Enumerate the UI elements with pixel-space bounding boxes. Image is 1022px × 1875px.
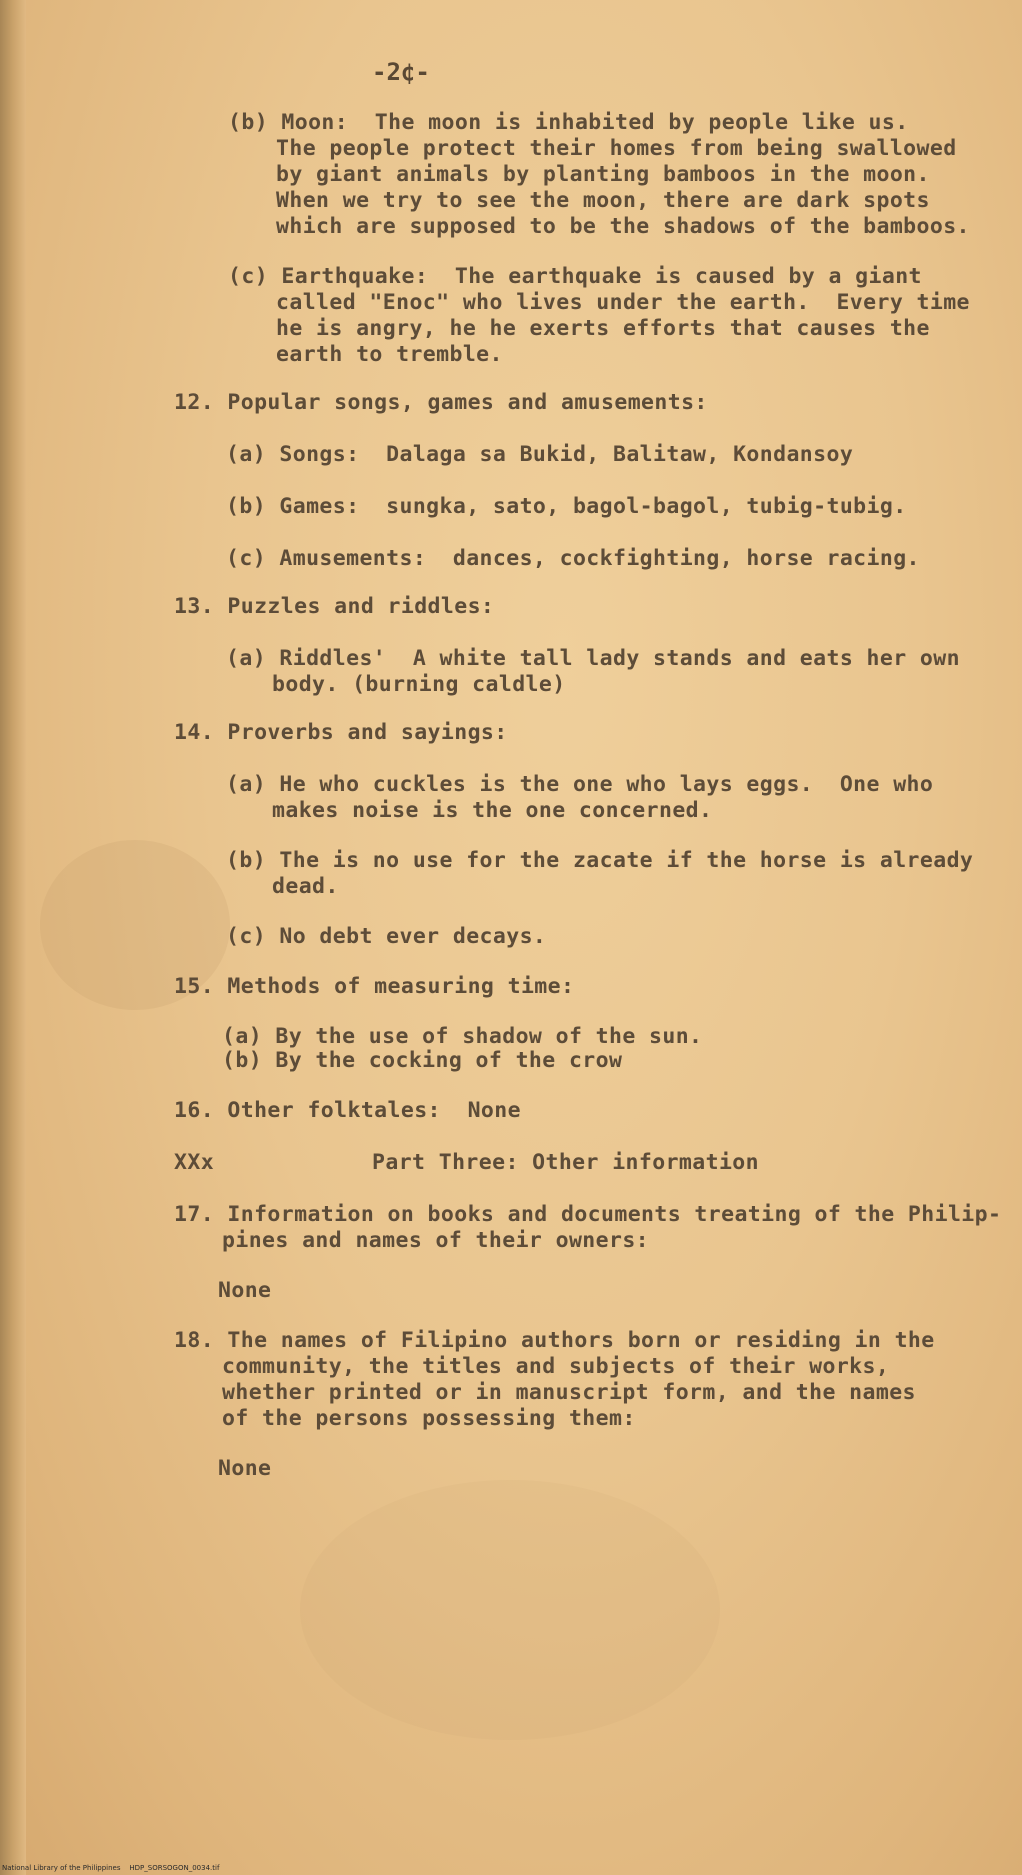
time-method-item: (a) By the use of shadow of the sun. bbox=[222, 1024, 703, 1049]
time-method-item: (b) By the cocking of the crow bbox=[222, 1048, 623, 1073]
moon-item-line: which are supposed to be the shadows of the bamboos. bbox=[276, 214, 970, 239]
moon-item-line: by giant animals by planting bamboos in the moon. bbox=[276, 162, 930, 187]
section-heading-16: 16. Other folktales: None bbox=[174, 1098, 521, 1123]
section-heading-12: 12. Popular songs, games and amusements: bbox=[174, 390, 708, 415]
paper-stain bbox=[300, 1480, 720, 1740]
proverb-item-line: (c) No debt ever decays. bbox=[226, 924, 547, 949]
section-heading-17-cont: pines and names of their owners: bbox=[222, 1228, 650, 1253]
earthquake-item-line: (c) Earthquake: The earthquake is caused by a giant bbox=[228, 264, 922, 289]
section-heading-17: 17. Information on books and documents treating of the Philip- bbox=[174, 1202, 1002, 1227]
earthquake-item-line: earth to tremble. bbox=[276, 342, 503, 367]
earthquake-item-line: called "Enoc" who lives under the earth. Every time bbox=[276, 290, 970, 315]
proverb-item-line: dead. bbox=[272, 874, 339, 899]
archive-footer: National Library of the Philippines HDP_SORSOGON_0034.tif bbox=[2, 1864, 220, 1872]
section-heading-14: 14. Proverbs and sayings: bbox=[174, 720, 508, 745]
amusements-item: (c) Amusements: dances, cockfighting, horse racing. bbox=[226, 546, 920, 571]
section-heading-13: 13. Puzzles and riddles: bbox=[174, 594, 495, 619]
part-three-heading: Part Three: Other information bbox=[372, 1150, 759, 1175]
struck-mark: XXx bbox=[174, 1150, 215, 1175]
page-binding-edge bbox=[0, 0, 26, 1875]
songs-item: (a) Songs: Dalaga sa Bukid, Balitaw, Kondansoy bbox=[226, 442, 854, 467]
page-number: -2¢- bbox=[372, 58, 430, 86]
section-heading-18-cont: whether printed or in manuscript form, and the names bbox=[222, 1380, 916, 1405]
moon-item-line: When we try to see the moon, there are dark spots bbox=[276, 188, 930, 213]
section-17-answer: None bbox=[218, 1278, 272, 1303]
games-item: (b) Games: sungka, sato, bagol-bagol, tubig-tubig. bbox=[226, 494, 907, 519]
section-heading-15: 15. Methods of measuring time: bbox=[174, 974, 575, 999]
riddles-item-line: (a) Riddles' A white tall lady stands and eats her own bbox=[226, 646, 960, 671]
section-heading-18: 18. The names of Filipino authors born or residing in the bbox=[174, 1328, 935, 1353]
section-18-answer: None bbox=[218, 1456, 272, 1481]
moon-item-line: The people protect their homes from being swallowed bbox=[276, 136, 957, 161]
proverb-item-line: (a) He who cuckles is the one who lays eggs. One who bbox=[226, 772, 934, 797]
riddles-item-line: body. (burning caldle) bbox=[272, 672, 566, 697]
section-heading-18-cont: of the persons possessing them: bbox=[222, 1406, 636, 1431]
proverb-item-line: (b) The is no use for the zacate if the horse is already bbox=[226, 848, 974, 873]
section-heading-18-cont: community, the titles and subjects of their works, bbox=[222, 1354, 890, 1379]
moon-item-line: (b) Moon: The moon is inhabited by people like us. bbox=[228, 110, 909, 135]
earthquake-item-line: he is angry, he he exerts efforts that causes the bbox=[276, 316, 930, 341]
proverb-item-line: makes noise is the one concerned. bbox=[272, 798, 713, 823]
